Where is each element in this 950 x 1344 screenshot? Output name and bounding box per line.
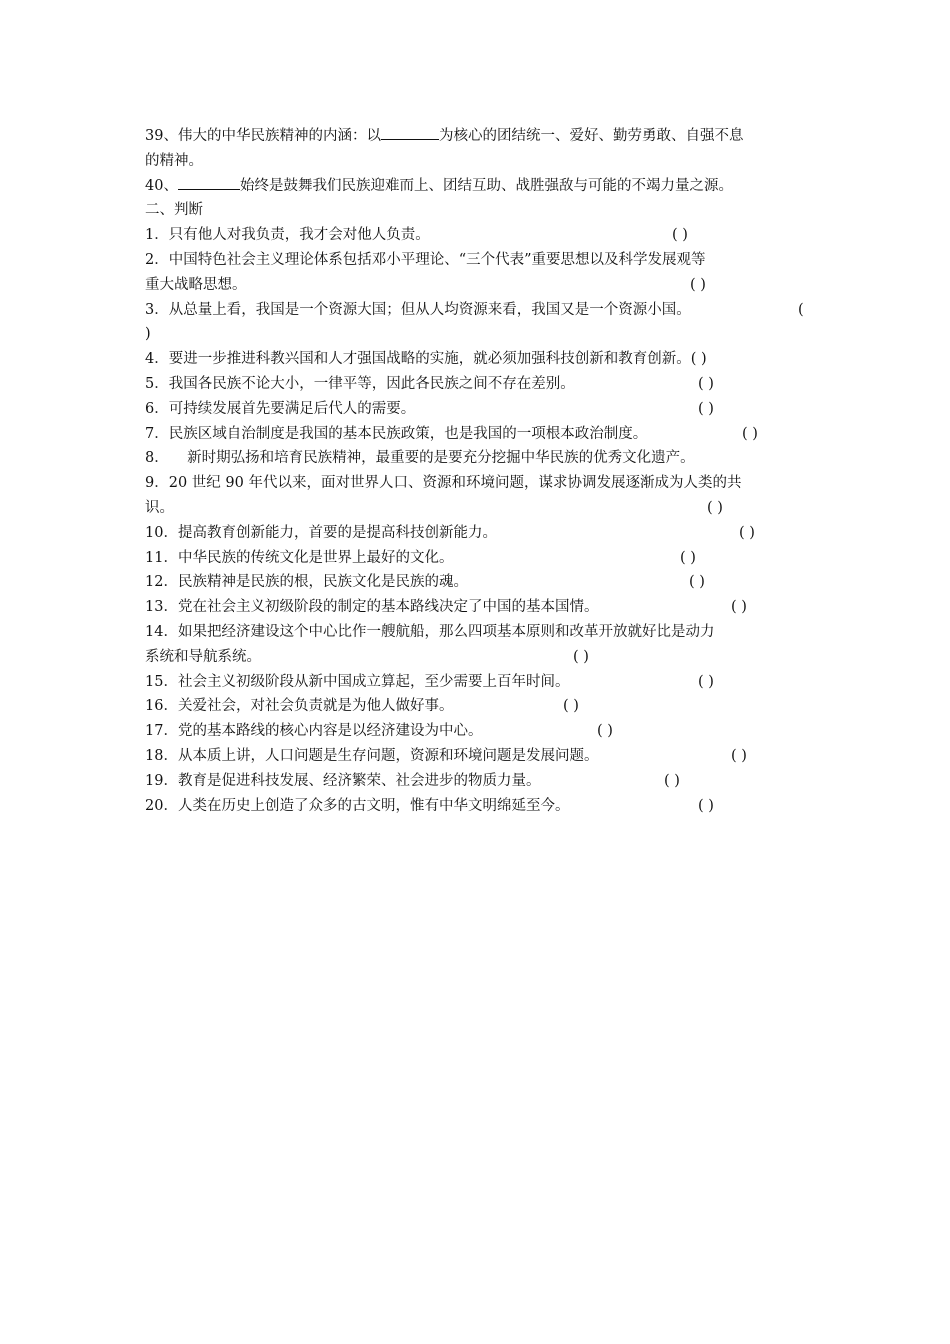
answer-parentheses[interactable]: ( ) <box>698 797 714 814</box>
judge-item-text-cont: 重大战略思想。 <box>145 276 247 293</box>
judge-item-text: 5．我国各民族不论大小，一律平等，因此各民族之间不存在差别。 <box>145 375 575 392</box>
judge-item-13 <box>145 595 825 620</box>
answer-parentheses[interactable]: ( ) <box>698 673 714 690</box>
question-40-text: 始终是鼓舞我们民族迎难而上、团结互助、战胜强敌与可能的不竭力量之源。 <box>239 177 733 194</box>
judge-item-text: 14．如果把经济建设这个中心比作一艘航船，那么四项基本原则和改革开放就好比是动力 <box>145 623 715 640</box>
judge-item-text: 6．可持续发展首先要满足后代人的需要。 <box>145 400 416 417</box>
judge-item-8 <box>145 446 825 471</box>
answer-paren-open[interactable]: ( <box>798 301 804 318</box>
answer-parentheses[interactable]: ( ) <box>680 549 696 566</box>
judge-item-16 <box>145 694 825 719</box>
judge-item-text: 15．社会主义初级阶段从新中国成立算起，至少需要上百年时间。 <box>145 673 570 690</box>
answer-parentheses[interactable]: ( ) <box>690 276 706 293</box>
answer-paren-close[interactable]: ) <box>145 326 151 343</box>
judge-item-1 <box>145 223 825 248</box>
answer-parentheses[interactable]: ( ) <box>664 772 680 789</box>
judge-item-9-cont <box>145 496 825 521</box>
judge-item-text: 16．关爱社会，对社会负责就是为他人做好事。 <box>145 698 454 715</box>
judge-item-11 <box>145 546 825 571</box>
judge-item-text: 11．中华民族的传统文化是世界上最好的文化。 <box>145 549 454 566</box>
judge-item-text: 1．只有他人对我负责，我才会对他人负责。 <box>145 227 430 244</box>
judge-item-9 <box>145 471 825 496</box>
question-39-line-1 <box>145 124 825 149</box>
judge-item-text: 3．从总量上看，我国是一个资源大国；但从人均资源来看，我国又是一个资源小国。 <box>145 301 691 318</box>
answer-parentheses[interactable]: ( ) <box>698 400 714 417</box>
judge-item-2-cont <box>145 273 825 298</box>
question-39-line-2 <box>145 149 825 174</box>
answer-parentheses[interactable]: ( ) <box>731 599 747 616</box>
judge-item-text: 12．民族精神是民族的根，民族文化是民族的魂。 <box>145 574 468 591</box>
answer-parentheses[interactable]: ( ) <box>689 574 705 591</box>
judge-item-5 <box>145 372 825 397</box>
judge-item-12 <box>145 570 825 595</box>
question-39-text-cont: 的精神。 <box>145 152 203 169</box>
judge-item-14 <box>145 620 825 645</box>
judge-item-text: 20．人类在历史上创造了众多的古文明，惟有中华文明绵延至今。 <box>145 797 570 814</box>
judge-item-text-cont: 系统和导航系统。 <box>145 648 261 665</box>
answer-parentheses[interactable]: ( ) <box>739 524 755 541</box>
answer-parentheses[interactable]: ( ) <box>573 648 589 665</box>
judge-item-10 <box>145 521 825 546</box>
judge-item-18 <box>145 744 825 769</box>
question-39-text-before: 39、伟大的中华民族精神的内涵：以 <box>145 128 381 144</box>
judge-item-7 <box>145 422 825 447</box>
answer-parentheses[interactable]: ( ) <box>742 425 758 442</box>
judge-item-3 <box>145 298 825 323</box>
question-40-number: 40、 <box>145 177 178 194</box>
question-list <box>145 124 825 818</box>
answer-parentheses[interactable]: ( ) <box>597 723 613 740</box>
answer-parentheses[interactable]: ( ) <box>731 747 747 764</box>
section-title: 二、判断 <box>145 202 203 219</box>
judge-item-text: 13．党在社会主义初级阶段的制定的基本路线决定了中国的基本国情。 <box>145 599 599 616</box>
judge-item-text: 2．中国特色社会主义理论体系包括邓小平理论、“三个代表”重要思想以及科学发展观等 <box>145 251 706 268</box>
judge-item-2 <box>145 248 825 273</box>
judge-item-17 <box>145 719 825 744</box>
answer-parentheses[interactable]: ( ) <box>672 227 688 244</box>
judge-item-text: 19．教育是促进科技发展、经济繁荣、社会进步的物质力量。 <box>145 772 541 789</box>
judge-item-14-cont <box>145 645 825 670</box>
answer-blank[interactable] <box>381 124 439 140</box>
judge-item-15 <box>145 670 825 695</box>
judge-item-6 <box>145 397 825 422</box>
judge-item-20 <box>145 794 825 819</box>
judge-item-text: 7．民族区域自治制度是我国的基本民族政策，也是我国的一项根本政治制度。 <box>145 425 648 442</box>
judge-item-text: 9．20 世纪 90 年代以来，面对世界人口、资源和环境问题，谋求协调发展逐渐成为人类的共 <box>145 475 742 492</box>
judge-item-19 <box>145 769 825 794</box>
judge-item-4 <box>145 347 825 372</box>
answer-parentheses[interactable]: ( ) <box>707 499 723 516</box>
answer-parentheses[interactable]: ( ) <box>698 375 714 392</box>
question-39-text-after: 为核心的团结统一、爱好、勤劳勇敢、自强不息 <box>438 128 744 144</box>
answer-parentheses[interactable]: ( ) <box>563 698 579 715</box>
judge-item-text-cont: 识。 <box>145 499 174 516</box>
judge-item-text: 8． 新时期弘扬和培育民族精神，最重要的是要充分挖掘中华民族的优秀文化遗产。 <box>145 450 695 467</box>
answer-blank[interactable] <box>178 174 240 190</box>
judge-item-text: 4．要进一步推进科教兴国和人才强国战略的实施，就必须加强科技创新和教育创新。( ) <box>145 351 707 368</box>
judge-item-3-cont <box>145 322 825 347</box>
judge-item-text: 17．党的基本路线的核心内容是以经济建设为中心。 <box>145 723 483 740</box>
judge-item-text: 10．提高教育创新能力，首要的是提高科技创新能力。 <box>145 524 497 541</box>
judge-item-text: 18．从本质上讲，人口问题是生存问题，资源和环境问题是发展问题。 <box>145 747 599 764</box>
question-40-line <box>145 174 825 199</box>
